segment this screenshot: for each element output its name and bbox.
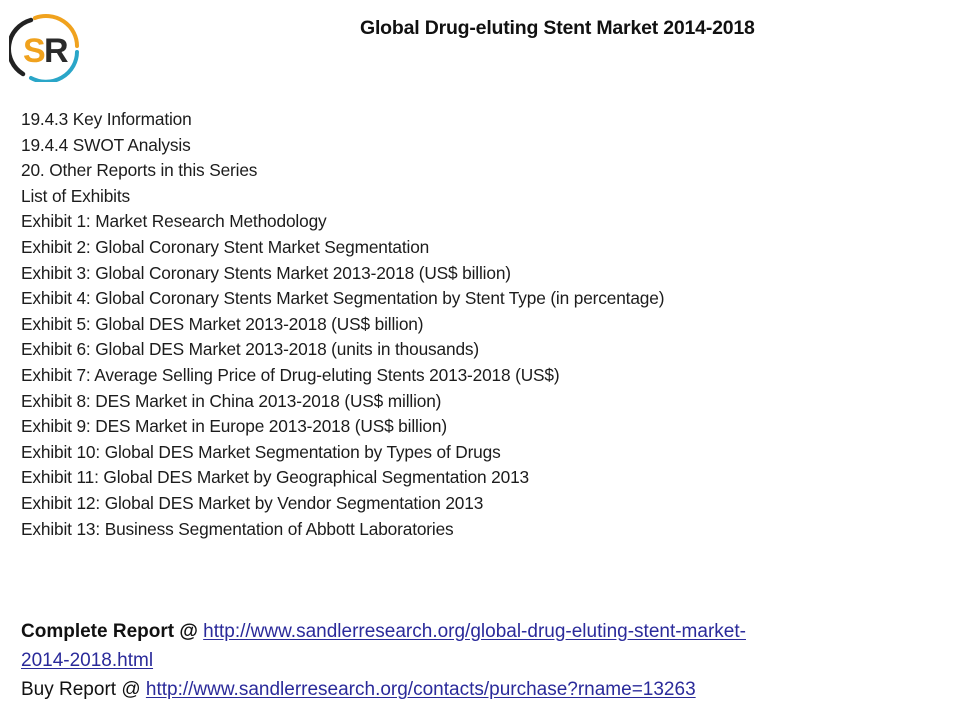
exhibit-item: Exhibit 8: DES Market in China 2013-2018 (US$ million) bbox=[21, 390, 442, 411]
buy-report-label: Buy Report @ bbox=[21, 679, 146, 700]
exhibit-item: Exhibit 4: Global Coronary Stents Market Segmentation by Stent Type (in percentage) bbox=[21, 288, 665, 309]
exhibit-item: Exhibit 12: Global DES Market by Vendor Segmentation 2013 bbox=[21, 492, 484, 513]
report-links bbox=[21, 617, 746, 704]
svg-text:S: S bbox=[23, 32, 46, 70]
svg-text:R: R bbox=[44, 32, 69, 70]
complete-report-label: Complete Report @ bbox=[21, 621, 204, 642]
exhibit-item: Exhibit 9: DES Market in Europe 2013-2018 (US$ billion) bbox=[21, 416, 447, 437]
exhibit-item: Exhibit 5: Global DES Market 2013-2018 (US$ billion) bbox=[21, 313, 424, 334]
page-title: Global Drug-eluting Stent Market 2014-2018 bbox=[360, 17, 755, 39]
complete-report-link-continued[interactable]: 2014-2018.html bbox=[21, 650, 154, 671]
exhibit-item: Exhibit 6: Global DES Market 2013-2018 (units in thousands) bbox=[21, 339, 479, 360]
exhibit-item: Exhibit 10: Global DES Market Segmentation by Types of Drugs bbox=[21, 441, 501, 462]
exhibit-item: Exhibit 13: Business Segmentation of Abbott Laboratories bbox=[21, 518, 454, 539]
toc-item: 19.4.4 SWOT Analysis bbox=[21, 134, 191, 155]
buy-report-row bbox=[21, 675, 746, 704]
exhibit-item: Exhibit 2: Global Coronary Stent Market Segmentation bbox=[21, 236, 430, 257]
exhibit-item: Exhibit 7: Average Selling Price of Drug-eluting Stents 2013-2018 (US$) bbox=[21, 364, 560, 385]
exhibit-item: Exhibit 1: Market Research Methodology bbox=[21, 211, 327, 232]
buy-report-link[interactable]: http://www.sandlerresearch.org/contacts/purchase?rname=13263 bbox=[145, 679, 696, 700]
sr-logo-icon bbox=[9, 12, 83, 82]
table-of-contents bbox=[21, 107, 664, 542]
exhibit-item: Exhibit 11: Global DES Market by Geographical Segmentation 2013 bbox=[21, 467, 529, 488]
exhibit-item: Exhibit 3: Global Coronary Stents Market 2013-2018 (US$ billion) bbox=[21, 262, 511, 283]
sandler-research-logo bbox=[9, 12, 83, 82]
toc-item: 19.4.3 Key Information bbox=[21, 109, 192, 129]
toc-heading-list-of-exhibits: List of Exhibits bbox=[21, 185, 131, 206]
toc-item: 20. Other Reports in this Series bbox=[21, 160, 258, 181]
complete-report-link[interactable]: http://www.sandlerresearch.org/global-drug-eluting-stent-market- bbox=[203, 621, 746, 642]
complete-report-row-continued bbox=[21, 646, 746, 675]
complete-report-row bbox=[21, 617, 746, 646]
